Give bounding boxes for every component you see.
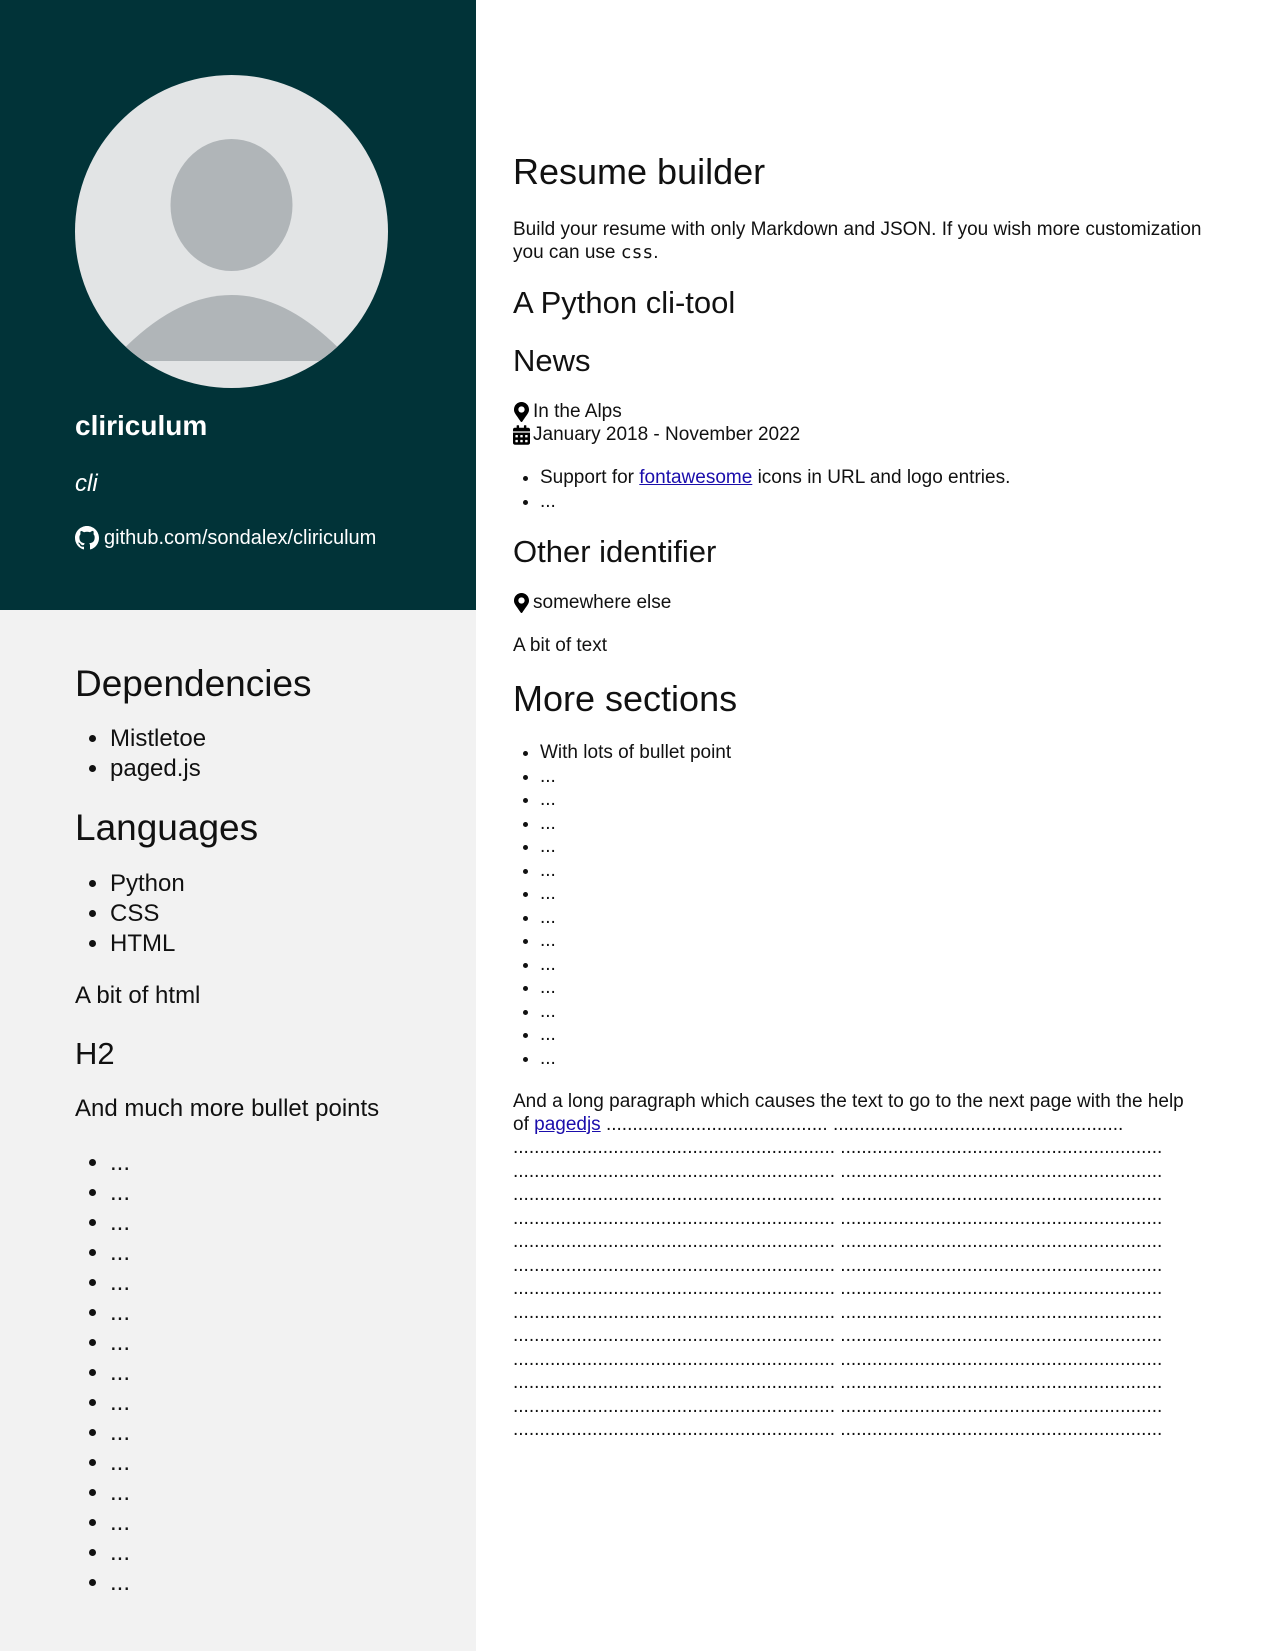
profile-name: cliriculum [75, 410, 208, 441]
dots-line: ............................................................. ............................................................. [513, 1301, 1163, 1323]
list-item: • ... [540, 812, 1203, 836]
list-item: • ... [110, 1358, 455, 1388]
list-item [540, 466, 1203, 490]
list-item: • ... [110, 1268, 455, 1298]
pagedjs-link[interactable]: pagedjs [534, 1114, 601, 1135]
news-dates [513, 423, 1203, 446]
dots-line: ............................................................. ............................................................. [513, 1184, 1163, 1205]
long-paragraph-text: And a long paragraph which causes the text to go to the next page with the help of [513, 1091, 1184, 1135]
list-item: • ... [540, 1047, 1203, 1071]
profile-tagline: cli [75, 470, 98, 497]
other-text: A bit of text [513, 635, 607, 656]
list-item: • ... [540, 490, 1203, 514]
html-text: A bit of html [75, 981, 201, 1009]
list-item: • HTML [110, 929, 455, 959]
list-item: • Mistletoe [110, 724, 455, 754]
github-icon [75, 526, 99, 550]
list-item: • CSS [110, 899, 455, 929]
news-location-text: In the Alps [533, 401, 622, 422]
list-item: • ... [110, 1298, 455, 1328]
list-item: • ... [110, 1208, 455, 1238]
list-item: • ... [540, 1023, 1203, 1047]
dots-line: ............................................................. ............................................................. [513, 1278, 1163, 1299]
calendar-icon [513, 425, 530, 445]
list-item: • ... [110, 1478, 455, 1508]
list-item: • ... [540, 976, 1203, 1000]
dots-first: .......................................... ....................................................... [600, 1114, 1124, 1135]
fontawesome-link[interactable]: fontawesome [639, 467, 753, 488]
other-meta [513, 591, 1203, 614]
main-content [513, 150, 1203, 1442]
list-item: • ... [540, 1000, 1203, 1024]
intro-text: Build your resume with only Markdown and JSON. If you wish more customization you can use [513, 219, 1202, 263]
map-marker-icon [513, 402, 530, 422]
dots-line: ............................................................. ............................................................. [513, 1419, 1163, 1440]
profile-header [0, 0, 476, 610]
github-link[interactable] [75, 526, 376, 550]
languages-heading: Languages [75, 807, 259, 849]
user-placeholder-icon [75, 75, 388, 388]
list-item: • ... [110, 1418, 455, 1448]
more-sections-list [513, 741, 1203, 1070]
intro-code: css [620, 242, 654, 263]
other-identifier-heading: Other identifier [513, 534, 717, 569]
sidebar [0, 0, 476, 1651]
news-list [513, 466, 1203, 513]
more-bullets-text: And much more bullet points [75, 1094, 380, 1122]
list-item: • ... [110, 1148, 455, 1178]
other-location-text: somewhere else [533, 592, 672, 613]
list-item: • ... [110, 1508, 455, 1538]
list-item: • With lots of bullet point [540, 741, 1203, 765]
list-item: • ... [110, 1328, 455, 1358]
long-paragraph [513, 1090, 1203, 1136]
list-item: • ... [540, 929, 1203, 953]
list-item: • ... [110, 1538, 455, 1568]
list-item: • ... [540, 953, 1203, 977]
more-bullets-list [75, 1148, 455, 1598]
map-marker-icon [513, 593, 530, 613]
list-item: • Python [110, 869, 455, 899]
avatar [75, 75, 388, 388]
list-item: • ... [110, 1388, 455, 1418]
sidebar-body [75, 662, 455, 1620]
intro-paragraph [513, 218, 1203, 264]
list-item: • ... [540, 788, 1203, 812]
list-item: • ... [110, 1178, 455, 1208]
github-link-text: github.com/sondalex/cliriculum [104, 526, 377, 549]
list-item: • ... [540, 765, 1203, 789]
dots-line: ............................................................. ............................................................. [513, 1254, 1163, 1276]
dots-line: ............................................................. ............................................................. [513, 1395, 1163, 1417]
dots-line: ............................................................. ............................................................. [513, 1160, 1163, 1182]
languages-list [75, 869, 455, 959]
news-location [513, 400, 1203, 423]
news-meta [513, 400, 1203, 446]
dependencies-list [75, 724, 455, 784]
list-item: • ... [540, 906, 1203, 930]
list-item: • paged.js [110, 754, 455, 784]
list-item: • ... [110, 1238, 455, 1268]
more-sections-heading: More sections [513, 678, 738, 719]
intro-end: . [653, 242, 659, 263]
list-item: • ... [540, 835, 1203, 859]
dots-line: ............................................................. ............................................................. [513, 1137, 1163, 1158]
dots-line: ............................................................. ............................................................. [513, 1207, 1163, 1229]
list-item: • ... [110, 1448, 455, 1478]
h2-heading: H2 [75, 1035, 115, 1071]
list-item: • ... [540, 882, 1203, 906]
dots-line: ............................................................. ............................................................. [513, 1348, 1163, 1370]
news-heading: News [513, 343, 591, 378]
page-title: Resume builder [513, 151, 766, 192]
list-item: • ... [110, 1568, 455, 1598]
news-dates-text: January 2018 - November 2022 [533, 424, 801, 445]
other-location [513, 591, 1203, 614]
news-bullet-text: Support for [540, 467, 640, 488]
news-bullet-text-end: icons in URL and logo entries. [752, 467, 1011, 488]
subtitle-heading: A Python cli-tool [513, 285, 736, 320]
dependencies-heading: Dependencies [75, 663, 312, 704]
dots-line: ............................................................. ............................................................. [513, 1325, 1163, 1346]
dots-block [513, 1136, 1203, 1442]
list-item: • ... [540, 859, 1203, 883]
dots-line: ............................................................. ............................................................. [513, 1231, 1163, 1252]
dots-line: ............................................................. ............................................................. [513, 1372, 1163, 1393]
